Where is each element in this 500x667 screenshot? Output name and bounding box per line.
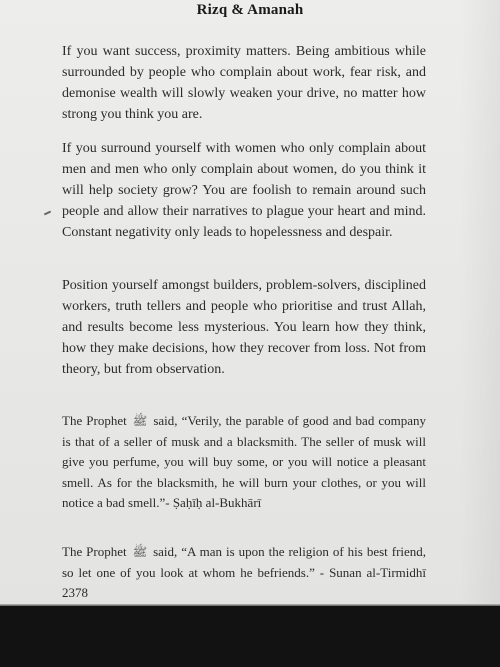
- honorific-icon: ﷺ: [132, 414, 148, 428]
- hadith-lead: The Prophet: [62, 413, 127, 428]
- paragraph-builders: Position yourself amongst builders, problem-solvers, disciplined workers, truth tellers and people who prioritise and trust Allah, and results become less mysterious. You learn how they think, how they make decisions, how they recover from loss. Not from theory, but from observation.: [62, 278, 426, 377]
- hadith-lead: The Prophet: [62, 544, 127, 559]
- pencil-mark: [44, 211, 51, 216]
- hadith-text: said, “Verily, the parable of good and bad company is that of a seller of musk and a blacksmith. The seller of musk will give you perfume, you will buy some, or you will notice a pleasant smell. As for the blacksmith, he will burn your clothes, or you will notice a bad smell.”- Ṣaḥīḥ al-Bukhārī: [62, 413, 427, 510]
- hadith-musk-blacksmith: [62, 411, 426, 514]
- hadith-text: said, “A man is upon the religion of his best friend, so let one of you look at whom he befriends.” - Sunan al-Tirmidhī 2378: [62, 544, 427, 600]
- device-bezel: [0, 606, 500, 667]
- honorific-icon: ﷺ: [132, 545, 148, 559]
- hadith-best-friend: [62, 542, 426, 604]
- paragraph-proximity: If you want success, proximity matters. Being ambitious while surrounded by people who complain about work, fear risk, and demonise wealth will slowly weaken your drive, no matter how strong you think you are.: [62, 44, 426, 122]
- page-title: Rizq & Amanah: [196, 2, 304, 18]
- paragraph-negativity: If you surround yourself with women who only complain about men and men who only complain about women, do you think it will help society grow? You are foolish to remain around such people and allow their narratives to plague your heart and mind. Constant negativity only leads to hopelessness and despair.: [62, 141, 426, 240]
